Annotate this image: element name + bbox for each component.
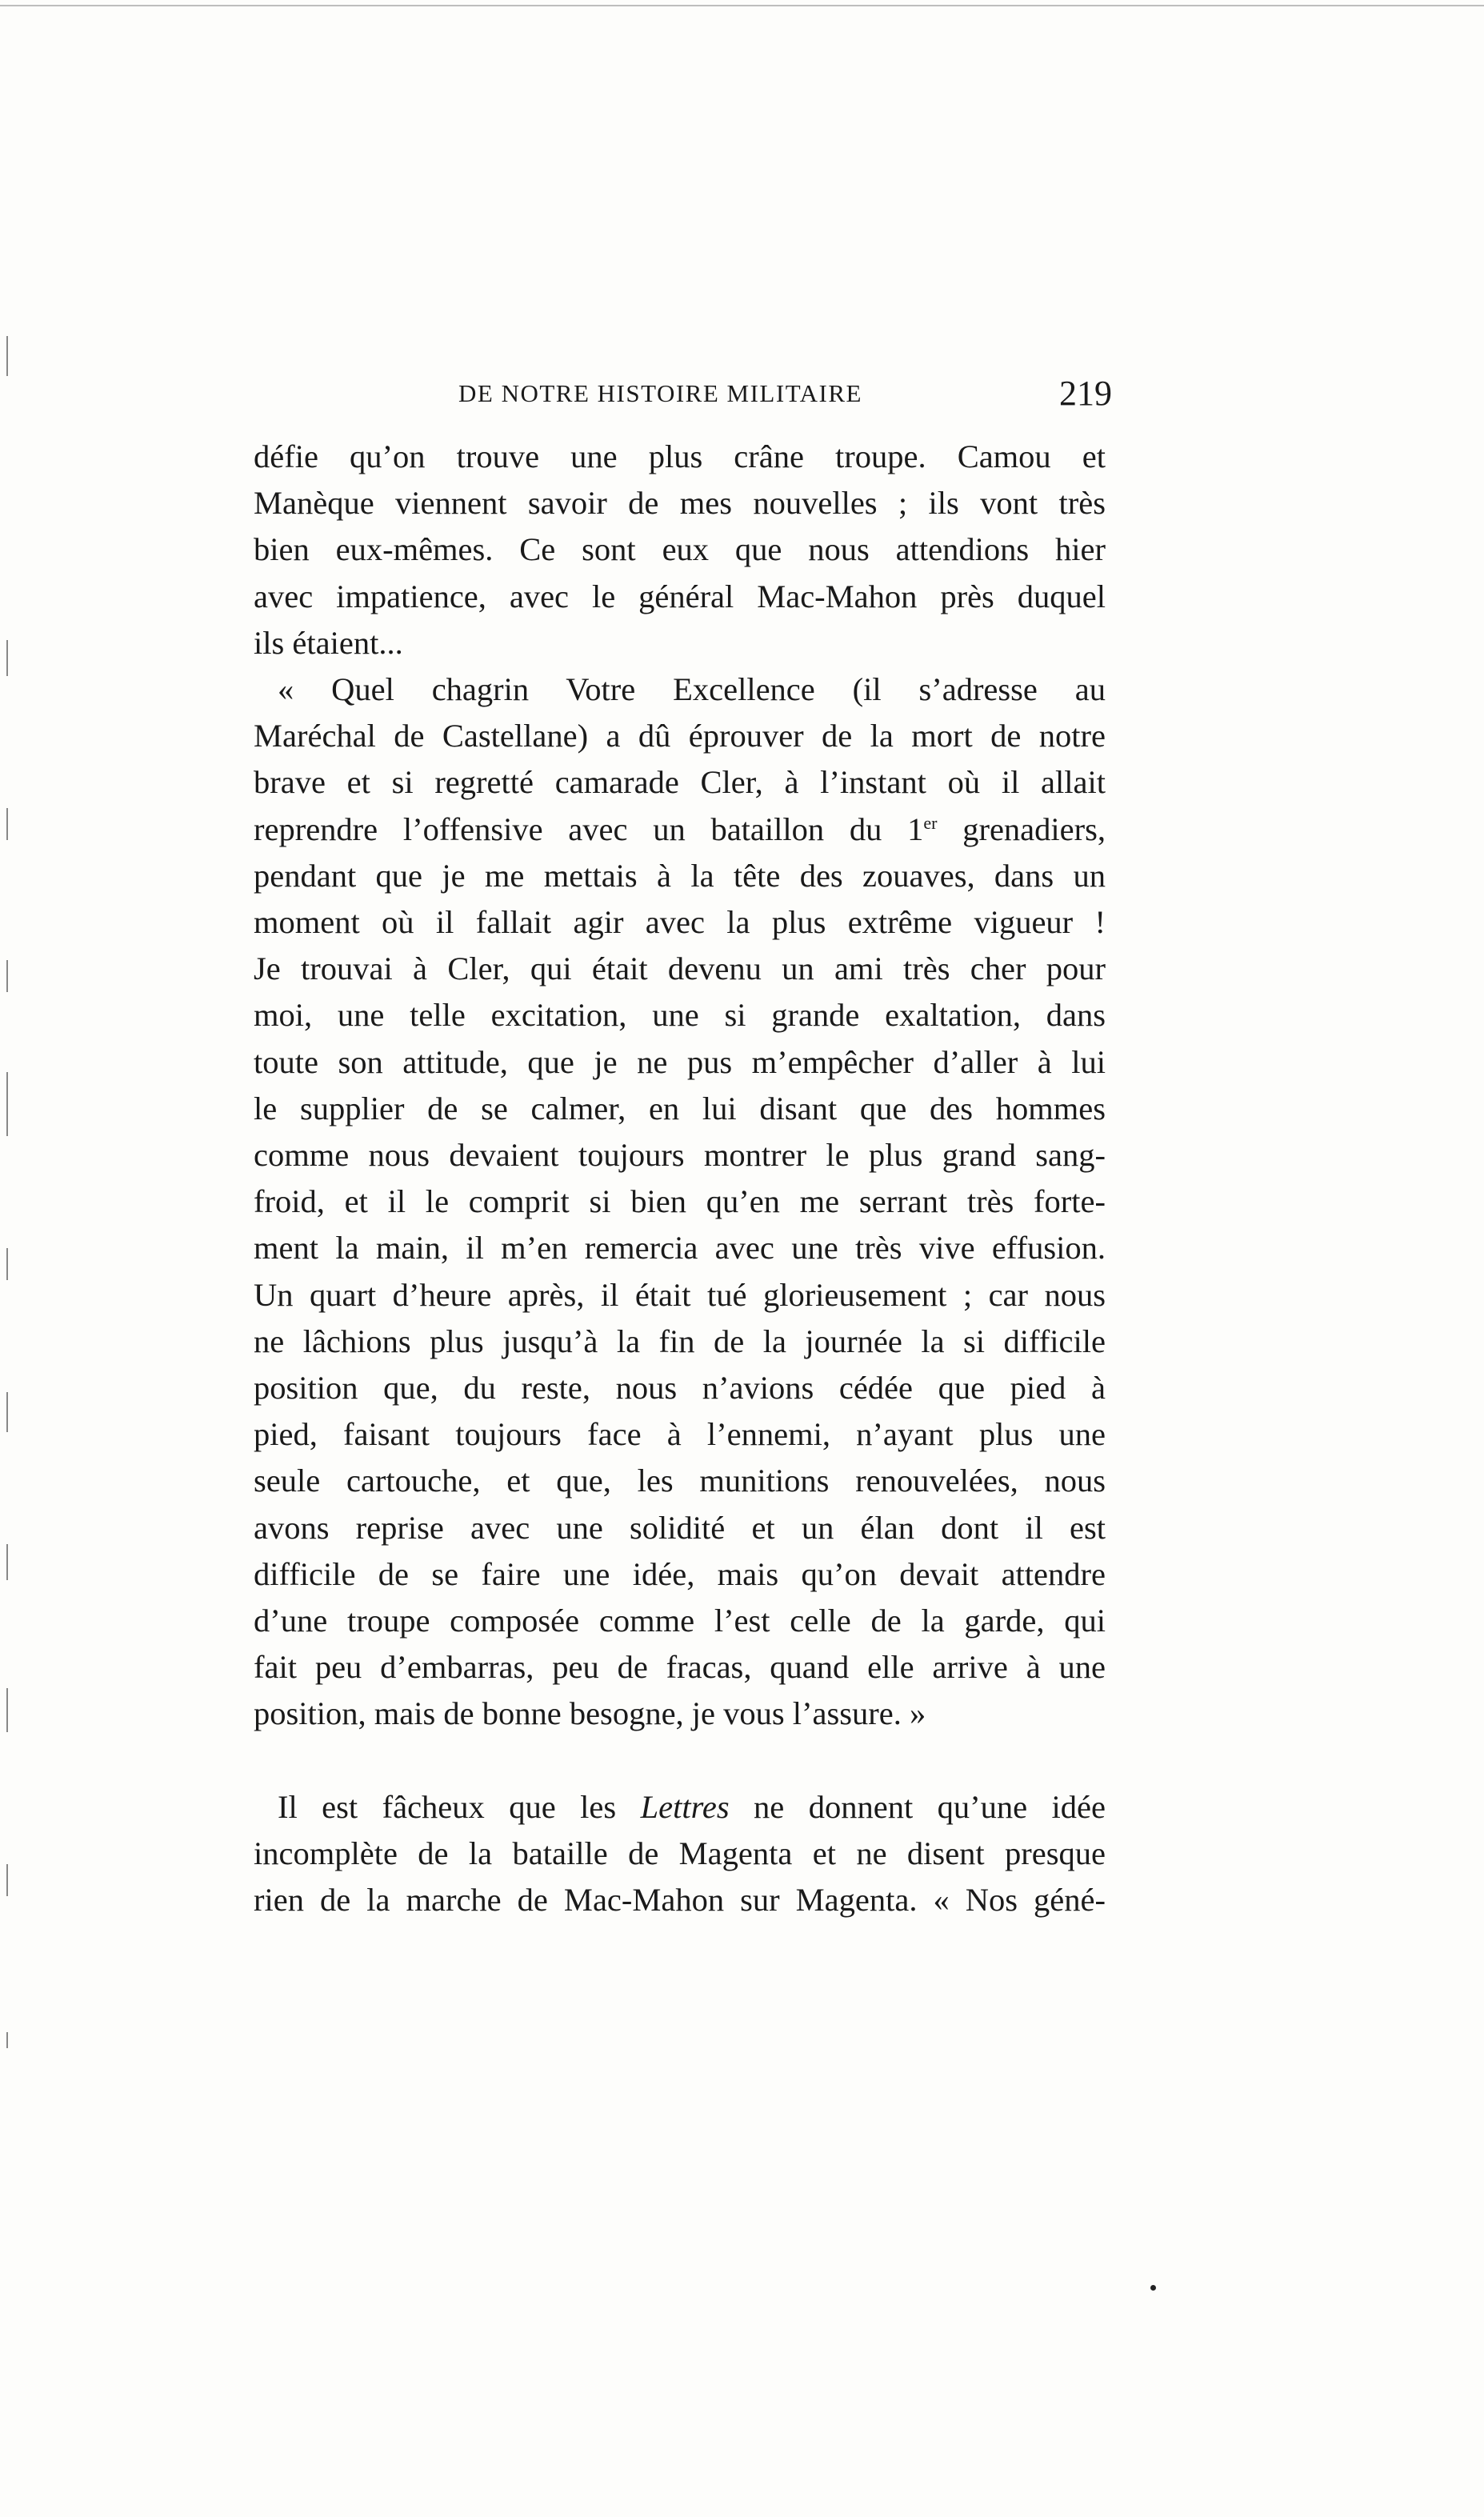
text-line: ment la main, il m’en remercia avec une très vive effusion. [254, 1230, 1106, 1267]
text-line-with-superscript [254, 806, 1106, 853]
text-line: avons reprise avec une solidité et un élan dont il est [254, 1509, 1106, 1546]
text-line: rien de la marche de Mac-Mahon sur Magenta. « Nos géné- [254, 1882, 1106, 1919]
text-line: d’une troupe composée comme l’est celle de la garde, qui [254, 1603, 1106, 1639]
text-line: ils étaient... [254, 624, 403, 661]
text-run: Il est fâcheux que les [278, 1788, 641, 1825]
text-line: position, mais de bonne besogne, je vous l’assure. » [254, 1695, 926, 1732]
text-line: position que, du reste, nous n’avions cédée que pied à [254, 1370, 1106, 1407]
text-line: ne lâchions plus jusqu’à la fin de la journée la si difficile [254, 1323, 1106, 1359]
text-line: comme nous devaient toujours montrer le plus grand sang- [254, 1137, 1106, 1174]
text-line: Manèque viennent savoir de mes nouvelles ; ils vont très [254, 485, 1106, 522]
italic-title: Lettres [640, 1788, 730, 1825]
scan-edge-rule [0, 5, 1484, 6]
text-run: reprendre l’offensive avec un bataillon du 1 [254, 810, 924, 847]
text-line: toute son attitude, que je ne pus m’empêcher d’aller à lui [254, 1043, 1106, 1080]
text-line: le supplier de se calmer, en lui disant que des hommes [254, 1090, 1106, 1126]
text-line: pied, faisant toujours face à l’ennemi, n’ayant plus une [254, 1416, 1106, 1453]
text-line: difficile de se faire une idée, mais qu’on devait attendre [254, 1555, 1106, 1592]
text-line: brave et si regretté camarade Cler, à l’instant où il allait [254, 764, 1106, 801]
text-line-with-italic [254, 1784, 1106, 1831]
paragraph-3 [254, 1784, 1106, 1924]
text-line: moment où il fallait agir avec la plus extrême vigueur ! [254, 904, 1106, 941]
text-line: incomplète de la bataille de Magenta et ne disent presque [254, 1835, 1106, 1871]
paragraph-gap [254, 1738, 1106, 1784]
running-head [254, 370, 1112, 434]
text-line: Un quart d’heure après, il était tué glorieusement ; car nous [254, 1276, 1106, 1313]
ink-speck [1150, 2285, 1156, 2291]
text-line: froid, et il le comprit si bien qu’en me serrant très forte- [254, 1183, 1106, 1220]
text-run: ne donnent qu’une idée [729, 1788, 1106, 1825]
page-number: 219 [1059, 374, 1112, 413]
paragraph-2 [254, 666, 1106, 1738]
text-line: fait peu d’embarras, peu de fracas, quand elle arrive à une [254, 1649, 1106, 1686]
text-line: Maréchal de Castellane) a dû éprouver de la mort de notre [254, 718, 1106, 754]
text-line: bien eux-mêmes. Ce sont eux que nous attendions hier [254, 531, 1106, 568]
text-line: avec impatience, avec le général Mac-Mahon près duquel [254, 578, 1106, 614]
ordinal-superscript: er [923, 812, 938, 833]
text-line: Je trouvai à Cler, qui était devenu un ami très cher pour [254, 950, 1106, 987]
text-line: défie qu’on trouve une plus crâne troupe. Camou et [254, 438, 1106, 474]
text-run: grenadiers, [937, 810, 1106, 847]
text-line: moi, une telle excitation, une si grande exaltation, dans [254, 997, 1106, 1034]
running-title: DE NOTRE HISTOIRE MILITAIRE [458, 379, 862, 407]
text-line: « Quel chagrin Votre Excellence (il s’adresse au [278, 671, 1106, 708]
paragraph-1 [254, 434, 1106, 666]
text-line: seule cartouche, et que, les munitions renouvelées, nous [254, 1463, 1106, 1499]
page-text [254, 370, 1112, 1923]
text-line: pendant que je me mettais à la tête des zouaves, dans un [254, 857, 1106, 894]
